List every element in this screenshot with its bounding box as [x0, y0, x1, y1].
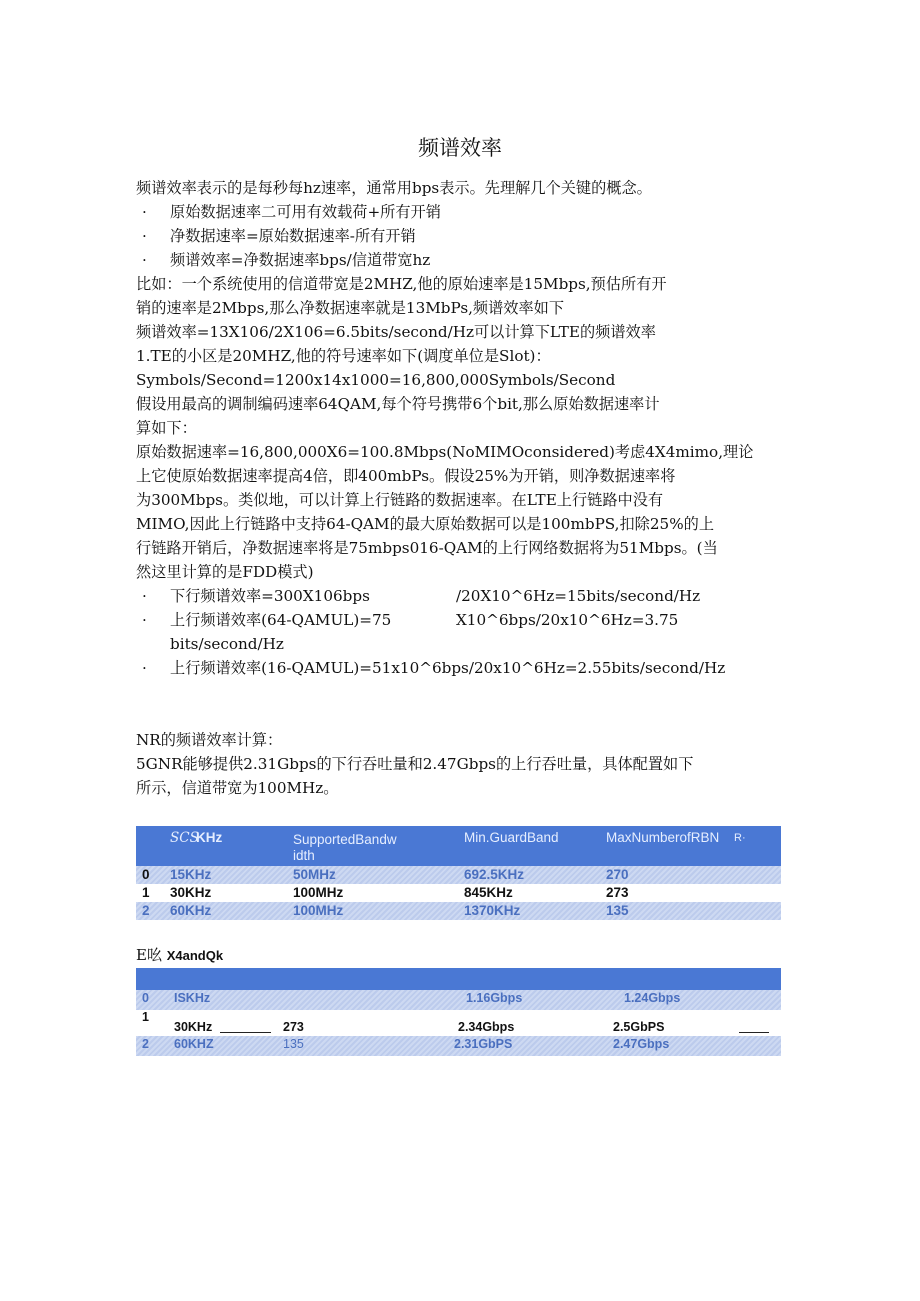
column-header: idth [293, 848, 315, 863]
text-line: 比如：一个系统使用的信道带宽是2MHZ,他的原始速率是15Mbps,预估所有开 [136, 275, 667, 293]
bullet-item [136, 248, 796, 272]
column-header: R· [734, 832, 746, 844]
text-line: MIMO,因此上行链路中支持64-QAM的最大原始数据可以是100mbPS,扣除25%的上 [136, 515, 715, 533]
bullet-dot-icon: · [142, 227, 147, 245]
table-header [136, 968, 781, 990]
caption-prefix: E吆 [136, 946, 162, 964]
table-cell: 845KHz [464, 885, 513, 900]
bullet-item [136, 224, 796, 248]
bullet-text: 下行频谱效率=300X106bps [170, 587, 370, 605]
text-line: 行链路开销后，净数据速率将是75mbps016-QAM的上行网络数据将为51Mbps。(当 [136, 539, 718, 557]
table-cell: 2.34Gbps [458, 1020, 515, 1034]
text-line: Symbols/Second=1200x14x1000=16,800,000Symbols/Second [136, 371, 616, 389]
table-cell: 1 [142, 885, 150, 900]
text-line: 上它使原始数据速率提高4倍，即400mbPs。假设25%为开销，则净数据速率将 [136, 467, 676, 485]
column-header: SupportedBandw [293, 832, 397, 847]
table-row [136, 902, 781, 920]
text-line: 1.TE的小区是20MHZ,他的符号速率如下(调度单位是Slot)： [136, 347, 551, 365]
bullet-dot-icon: · [142, 203, 147, 221]
column-header: Min.GuardBand [464, 830, 559, 845]
table-cell: 1.16Gbps [466, 991, 523, 1005]
bullet-text: 上行频谱效率(64-QAMUL)=75 [170, 611, 392, 629]
table-cell: ISKHz [174, 991, 211, 1005]
nr-config-table [136, 826, 781, 920]
table-cell: 100MHz [293, 903, 344, 918]
table-cell: 100MHz [293, 885, 344, 900]
table-cell: 273 [283, 1020, 304, 1034]
column-header: KHz [196, 830, 223, 845]
bullet-item [136, 200, 796, 224]
bullet-dot-icon: · [142, 587, 147, 605]
caption-bold: X4andQk [166, 948, 224, 963]
bullet-text: 原始数据速率二可用有效载荷+所有开销 [170, 203, 441, 221]
table-row [136, 1010, 781, 1036]
table-cell: 692.5KHz [464, 867, 525, 882]
underline-rule [220, 1032, 271, 1033]
bullet-dot-icon: · [142, 659, 147, 677]
document-body [136, 176, 796, 800]
table-row [136, 1036, 781, 1056]
table-cell: 50MHz [293, 867, 336, 882]
bullet-continuation: bits/second/Hz [170, 635, 284, 653]
table-header [136, 826, 781, 866]
table-cell: 135 [283, 1037, 304, 1051]
table-cell: 2.5GbPS [613, 1020, 665, 1034]
document-title: 频谱效率 [418, 136, 502, 160]
text-line: 5GNR能够提供2.31Gbps的下行吞吐量和2.47Gbps的上行吞吐量，具体配置如下 [136, 755, 694, 773]
text-line: 为300Mbps。类似地，可以计算上行链路的数据速率。在LTE上行链路中没有 [136, 491, 664, 509]
table-cell: 30KHz [174, 1020, 213, 1034]
bullet-dot-icon: · [142, 611, 147, 629]
bullet-item [136, 656, 796, 680]
table-row [136, 866, 781, 884]
table-cell: 2.31GbPS [454, 1037, 513, 1051]
table-row [136, 990, 781, 1010]
underline-rule [739, 1032, 769, 1033]
table-cell: 1.24Gbps [624, 991, 681, 1005]
nr-heading: NR的频谱效率计算： [136, 731, 283, 749]
bullet-text: 频谱效率=净数据速率bps/信道带宽hz [170, 251, 431, 269]
intro-paragraph: 频谱效率表示的是每秒每hz速率，通常用bps表示。先理解几个关键的概念。 [136, 179, 652, 197]
column-header: MaxNumberofRBN [606, 830, 720, 845]
table-cell: 2 [142, 903, 150, 918]
text-line: 然这里计算的是FDD模式) [136, 563, 314, 581]
bullet-text: /20X10^6Hz=15bits/second/Hz [456, 587, 701, 605]
nr-throughput-table [136, 968, 781, 1056]
bullet-item [136, 584, 796, 608]
table-cell: 0 [142, 991, 149, 1005]
table-cell: 30KHz [170, 885, 212, 900]
table-cell: 2 [142, 1037, 149, 1051]
table2-caption [136, 944, 223, 965]
table-cell: 135 [606, 903, 629, 918]
table-row [136, 884, 781, 902]
text-line: 假设用最高的调制编码速率64QAM,每个符号携带6个bit,那么原始数据速率计 [136, 395, 660, 413]
table-cell: 270 [606, 867, 629, 882]
table-cell: 1370KHz [464, 903, 521, 918]
bullet-item [136, 608, 796, 632]
text-line: 原始数据速率=16,800,000X6=100.8Mbps(NoMIMOconsidered)考虑4X4mimo,理论 [136, 443, 754, 461]
table-cell: 60KHz [170, 903, 212, 918]
column-header: SCS [170, 830, 199, 846]
text-line: 频谱效率=13X106/2X106=6.5bits/second/Hz可以计算下LTE的频谱效率 [136, 323, 656, 341]
bullet-text: 上行频谱效率(16-QAMUL)=51x10^6bps/20x10^6Hz=2.55bits/second/Hz [170, 659, 726, 677]
bullet-text: 净数据速率=原始数据速率-所有开销 [170, 227, 416, 245]
table-cell: 1 [142, 1010, 149, 1024]
table-cell: 15KHz [170, 867, 212, 882]
table-cell: 273 [606, 885, 629, 900]
table-cell: 2.47Gbps [613, 1037, 670, 1051]
text-line: 所示，信道带宽为100MHz。 [136, 779, 339, 797]
table-cell: 0 [142, 867, 150, 882]
text-line: 算如下： [136, 419, 197, 437]
table-cell: 60KHZ [174, 1037, 214, 1051]
bullet-text: X10^6bps/20x10^6Hz=3.75 [456, 611, 679, 629]
bullet-dot-icon: · [142, 251, 147, 269]
text-line: 销的速率是2Mbps,那么净数据速率就是13MbPs,频谱效率如下 [136, 299, 565, 317]
